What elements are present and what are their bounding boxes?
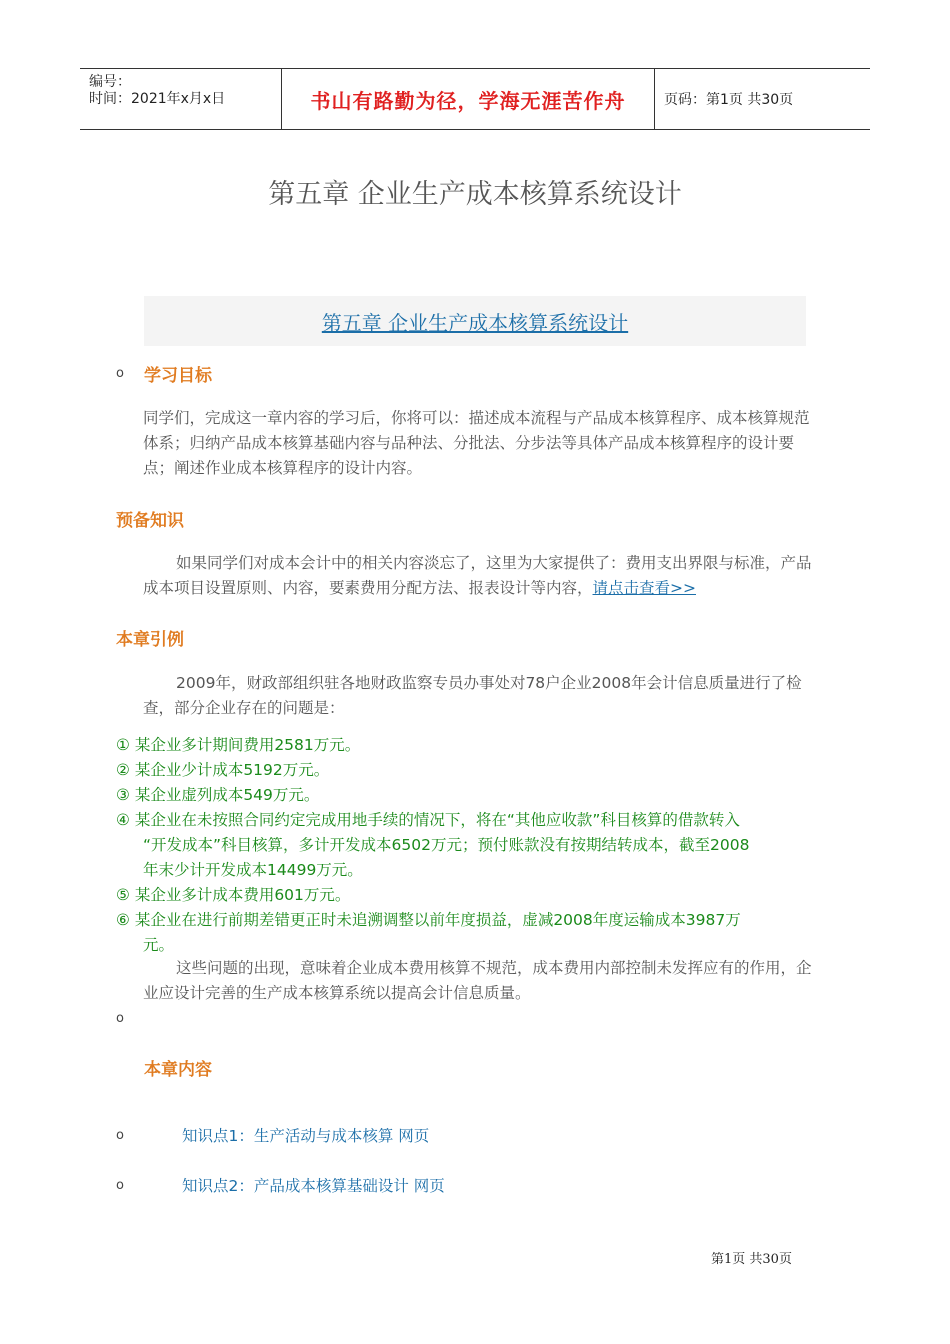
issue-item: ① 某企业多计期间费用2581万元。 xyxy=(116,736,361,754)
prep-text: 如果同学们对成本会计中的相关内容淡忘了，这里为大家提供了：费用支出界限与标准，产品成本项目设置原则、内容，要素费用分配方法、报表设计等内容， xyxy=(143,554,812,597)
document-time: 时间：2021年x月x日 xyxy=(89,91,226,107)
document-number-label: 编号： xyxy=(89,74,131,90)
issue-item: ③ 某企业虚列成本549万元。 xyxy=(116,786,320,804)
header-page-cell xyxy=(655,69,870,129)
conclusion-text: 这些问题的出现，意味着企业成本费用核算不规范，成本费用内部控制未发挥应有的作用，企业应设计完善的生产成本核算系统以提高会计信息质量。 xyxy=(143,959,812,1002)
objectives-text: 同学们，完成这一章内容的学习后，你将可以：描述成本流程与产品成本核算程序、成本核算规范体系；归纳产品成本核算基础内容与品种法、分批法、分步法等具体产品成本核算程序的设计要点；阐述作业成本核算程序的设计内容。 xyxy=(143,409,810,477)
bullet-marker: o xyxy=(116,1011,124,1026)
header-motto-cell xyxy=(282,69,655,129)
document-header xyxy=(80,68,870,130)
issue-item: ⑤ 某企业多计成本费用601万元。 xyxy=(116,886,351,904)
bullet-marker: o xyxy=(116,1178,124,1193)
main-title: 第五章 企业生产成本核算系统设计 xyxy=(268,179,682,210)
issue-item-continued: “开发成本”科目核算，多计开发成本6502万元；预付账款没有按期结转成本，截至2008 xyxy=(143,836,750,854)
issue-list xyxy=(116,733,816,958)
objectives-heading: 学习目标 xyxy=(144,366,212,386)
intro-heading: 本章引例 xyxy=(116,630,184,650)
knowledge-point-link-1[interactable]: 知识点1：生产活动与成本核算 网页 xyxy=(182,1127,430,1145)
chapter-title-link[interactable]: 第五章 企业生产成本核算系统设计 xyxy=(321,310,629,335)
content-heading: 本章内容 xyxy=(144,1060,212,1080)
intro-text: 2009年，财政部组织驻各地财政监察专员办事处对78户企业2008年会计信息质量进行了检查，部分企业存在的问题是： xyxy=(143,674,802,717)
header-meta-cell xyxy=(80,69,282,129)
header-page-info: 页码：第1页 共30页 xyxy=(664,92,794,108)
issue-item: ⑥ 某企业在进行前期差错更正时未追溯调整以前年度损益，虚减2008年度运输成本3987万 xyxy=(116,911,741,929)
header-motto: 书山有路勤为径，学海无涯苦作舟 xyxy=(310,88,626,113)
bullet-marker: o xyxy=(116,366,124,381)
chapter-banner xyxy=(144,296,806,346)
prep-view-link[interactable]: 请点击查看>> xyxy=(592,579,696,597)
prep-paragraph xyxy=(143,551,815,601)
issue-item: ② 某企业少计成本5192万元。 xyxy=(116,761,330,779)
prep-heading: 预备知识 xyxy=(116,511,184,531)
issue-item-continued: 年末少计开发成本14499万元。 xyxy=(143,861,363,879)
knowledge-point-link-2[interactable]: 知识点2：产品成本核算基础设计 网页 xyxy=(182,1177,445,1195)
issue-item: ④ 某企业在未按照合同约定完成用地手续的情况下，将在“其他应收款”科目核算的借款转入 xyxy=(116,811,740,829)
page-footer: 第1页 共30页 xyxy=(711,1252,792,1267)
bullet-marker: o xyxy=(116,1128,124,1143)
issue-item-continued: 元。 xyxy=(143,936,175,954)
